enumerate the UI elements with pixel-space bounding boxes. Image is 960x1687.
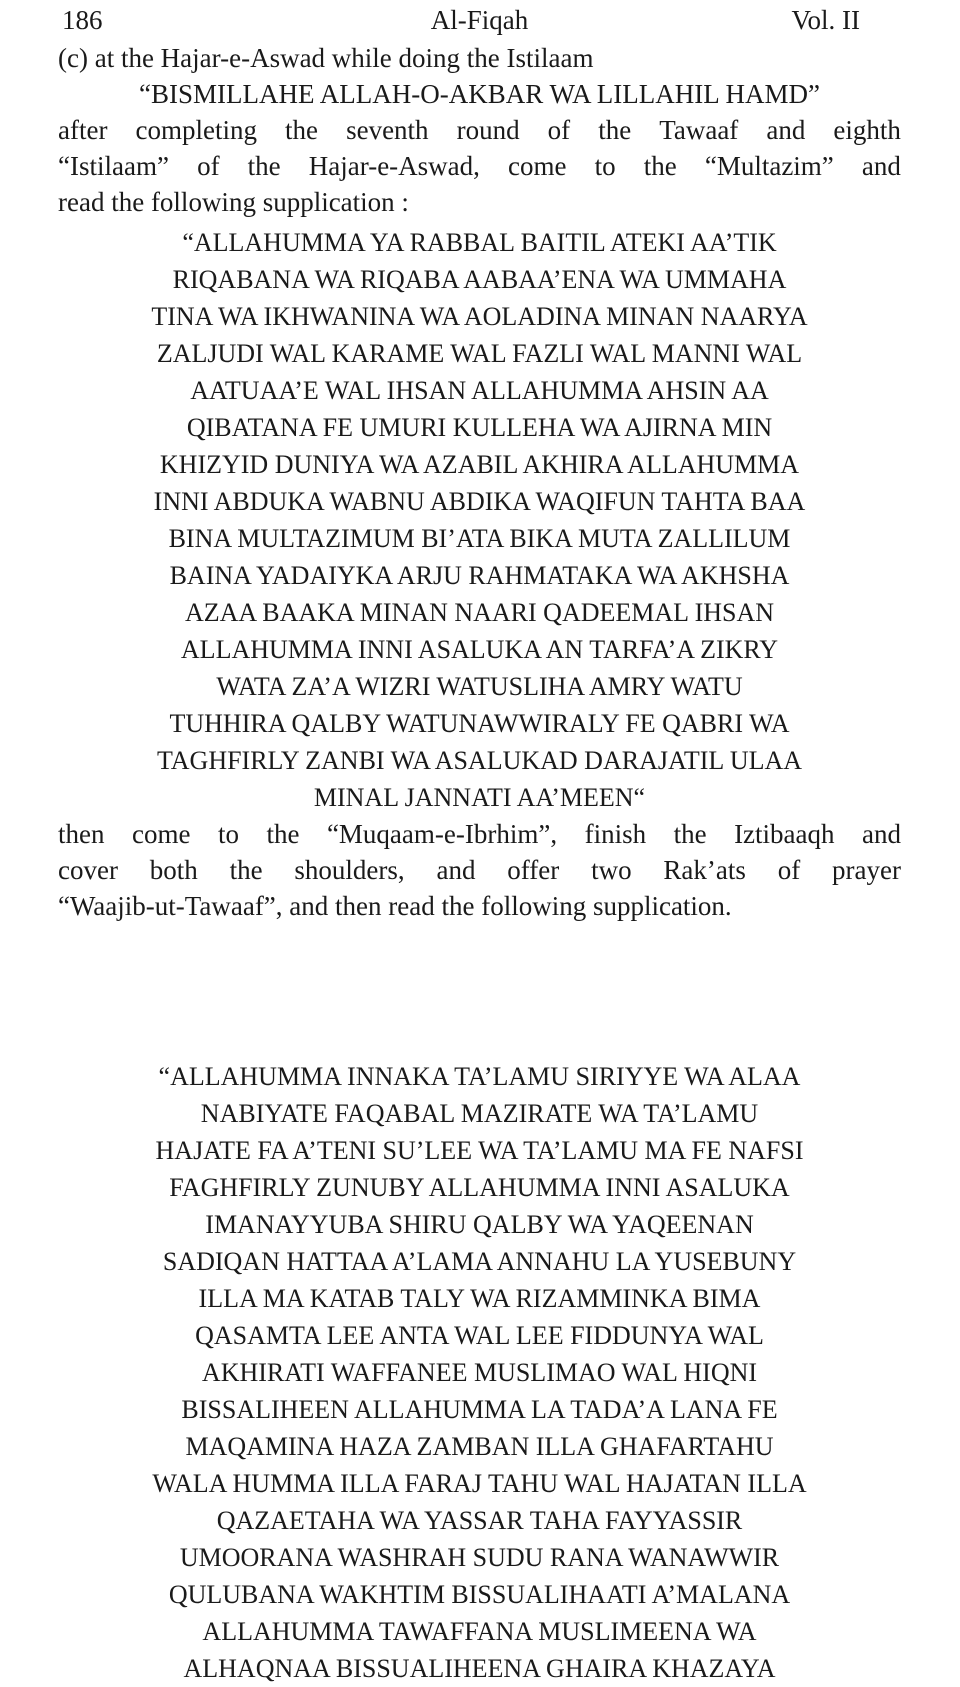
word: of xyxy=(777,855,801,885)
supplication-line: ILLA MA KATAB TALY WA RIZAMMINKA BIMA xyxy=(198,1284,761,1313)
word: and xyxy=(861,151,901,181)
paragraph-line: read the following supplication : xyxy=(58,187,409,217)
supplication-line: HAJATE FA A’TENI SU’LEE WA TA’LAMU MA FE NAFSI xyxy=(155,1136,804,1165)
word: come xyxy=(131,819,191,849)
word: round xyxy=(456,115,520,145)
word: and xyxy=(766,115,806,145)
supplication-line: SADIQAN HATTAA A’LAMA ANNAHU LA YUSEBUNY xyxy=(162,1247,797,1276)
word: the xyxy=(673,819,707,849)
supplication-line: MINAL JANNATI AA’MEEN“ xyxy=(313,783,646,812)
supplication-line: “ALLAHUMMA INNAKA TA’LAMU SIRIYYE WA ALAA xyxy=(158,1062,801,1091)
word: to xyxy=(594,151,616,181)
book-page xyxy=(58,0,901,1687)
word: the xyxy=(598,115,632,145)
supplication-line: ZALJUDI WAL KARAME WAL FAZLI WAL MANNI WAL xyxy=(156,339,803,368)
word: “Muqaam-e-Ibrhim”, xyxy=(326,819,558,849)
word: prayer xyxy=(832,855,901,885)
word: “Istilaam” xyxy=(58,151,169,181)
word: to xyxy=(217,819,239,849)
supplication-line: NABIYATE FAQABAL MAZIRATE WA TA’LAMU xyxy=(200,1099,759,1128)
word: cover xyxy=(58,855,118,885)
supplication-line: BISSALIHEEN ALLAHUMMA LA TADA’A LANA FE xyxy=(181,1395,778,1424)
paragraph-line xyxy=(58,816,901,852)
word: Tawaaf xyxy=(659,115,739,145)
invocation: “BISMILLAHE ALLAH-O-AKBAR WA LILLAHIL HAMD” xyxy=(139,79,820,109)
supplication-line: INNI ABDUKA WABNU ABDIKA WAQIFUN TAHTA BAA xyxy=(153,487,806,516)
paragraph-line xyxy=(58,852,901,888)
supplication-line: BAINA YADAIYKA ARJU RAHMATAKA WA AKHSHA xyxy=(169,561,790,590)
word: of xyxy=(547,115,571,145)
supplication-line: AATUAA’E WAL IHSAN ALLAHUMMA AHSIN AA xyxy=(190,376,769,405)
supplication-maqam-ibrahim xyxy=(58,1058,901,1687)
word: after xyxy=(58,115,108,145)
supplication-line: MAQAMINA HAZA ZAMBAN ILLA GHAFARTAHU xyxy=(185,1432,774,1461)
instruction-paragraph xyxy=(58,816,901,924)
word: both xyxy=(149,855,198,885)
word: and xyxy=(862,819,901,849)
paragraph-line xyxy=(58,112,901,148)
supplication-line: FAGHFIRLY ZUNUBY ALLAHUMMA INNI ASALUKA xyxy=(169,1173,790,1202)
word: of xyxy=(197,151,220,181)
supplication-line: UMOORANA WASHRAH SUDU RANA WANAWWIR xyxy=(179,1543,780,1572)
word: Hajar-e-Aswad, xyxy=(308,151,480,181)
page-number: 186 xyxy=(62,5,103,35)
supplication-line: WATA ZA’A WIZRI WATUSLIHA AMRY WATU xyxy=(216,672,743,701)
word: and xyxy=(436,855,476,885)
supplication-line: WALA HUMMA ILLA FARAJ TAHU WAL HAJATAN ILLA xyxy=(152,1469,807,1498)
word: eighth xyxy=(833,115,901,145)
supplication-line: QASAMTA LEE ANTA WAL LEE FIDDUNYA WAL xyxy=(195,1321,764,1350)
supplication-line: QAZAETAHA WA YASSAR TAHA FAYYASSIR xyxy=(216,1506,743,1535)
volume-label: Vol. II xyxy=(791,5,860,35)
word: “Multazim” xyxy=(704,151,834,181)
supplication-line: AZAA BAAKA MINAN NAARI QADEEMAL IHSAN xyxy=(184,598,775,627)
word: the xyxy=(266,819,300,849)
word: two xyxy=(591,855,632,885)
word: come xyxy=(508,151,567,181)
word: completing xyxy=(135,115,257,145)
supplication-line: IMANAYYUBA SHIRU QALBY WA YAQEENAN xyxy=(205,1210,754,1239)
word: the xyxy=(285,115,319,145)
intro-text: (c) at the Hajar-e-Aswad while doing the Istilaam xyxy=(58,43,594,73)
word: shoulders, xyxy=(294,855,405,885)
supplication-line: TUHHIRA QALBY WATUNAWWIRALY FE QABRI WA xyxy=(169,709,790,738)
word: then xyxy=(58,819,105,849)
supplication-line: BINA MULTAZIMUM BI’ATA BIKA MUTA ZALLILUM xyxy=(168,524,791,553)
supplication-multazim xyxy=(58,224,901,816)
supplication-line: TAGHFIRLY ZANBI WA ASALUKAD DARAJATIL ULAA xyxy=(156,746,803,775)
supplication-line: TINA WA IKHWANINA WA AOLADINA MINAN NAARYA xyxy=(151,302,808,331)
intro-paragraph xyxy=(58,112,901,220)
word: Rak’ats xyxy=(663,855,746,885)
intro-line xyxy=(58,40,901,76)
word: the xyxy=(643,151,677,181)
supplication-line: KHIZYID DUNIYA WA AZABIL AKHIRA ALLAHUMMA xyxy=(159,450,800,479)
word: Iztibaaqh xyxy=(734,819,835,849)
supplication-line: ALLAHUMMA TAWAFFANA MUSLIMEENA WA xyxy=(202,1617,757,1646)
supplication-line: ALLAHUMMA INNI ASALUKA AN TARFA’A ZIKRY xyxy=(180,635,779,664)
running-header xyxy=(58,0,901,40)
word: finish xyxy=(584,819,647,849)
supplication-line: QULUBANA WAKHTIM BISSUALIHAATI A’MALANA xyxy=(168,1580,791,1609)
word: offer xyxy=(507,855,560,885)
paragraph-line: “Waajib-ut-Tawaaf”, and then read the following supplication. xyxy=(58,891,732,921)
word: seventh xyxy=(346,115,429,145)
word: the xyxy=(229,855,263,885)
supplication-line: QIBATANA FE UMURI KULLEHA WA AJIRNA MIN xyxy=(186,413,773,442)
running-title: Al-Fiqah xyxy=(430,5,529,35)
supplication-line: ALHAQNAA BISSUALIHEENA GHAIRA KHAZAYA xyxy=(183,1654,776,1683)
paragraph-line xyxy=(58,148,901,184)
word: the xyxy=(247,151,281,181)
supplication-line: AKHIRATI WAFFANEE MUSLIMAO WAL HIQNI xyxy=(201,1358,758,1387)
supplication-line: RIQABANA WA RIQABA AABAA’ENA WA UMMAHA xyxy=(172,265,787,294)
supplication-line: “ALLAHUMMA YA RABBAL BAITIL ATEKI AA’TIK xyxy=(182,228,777,257)
